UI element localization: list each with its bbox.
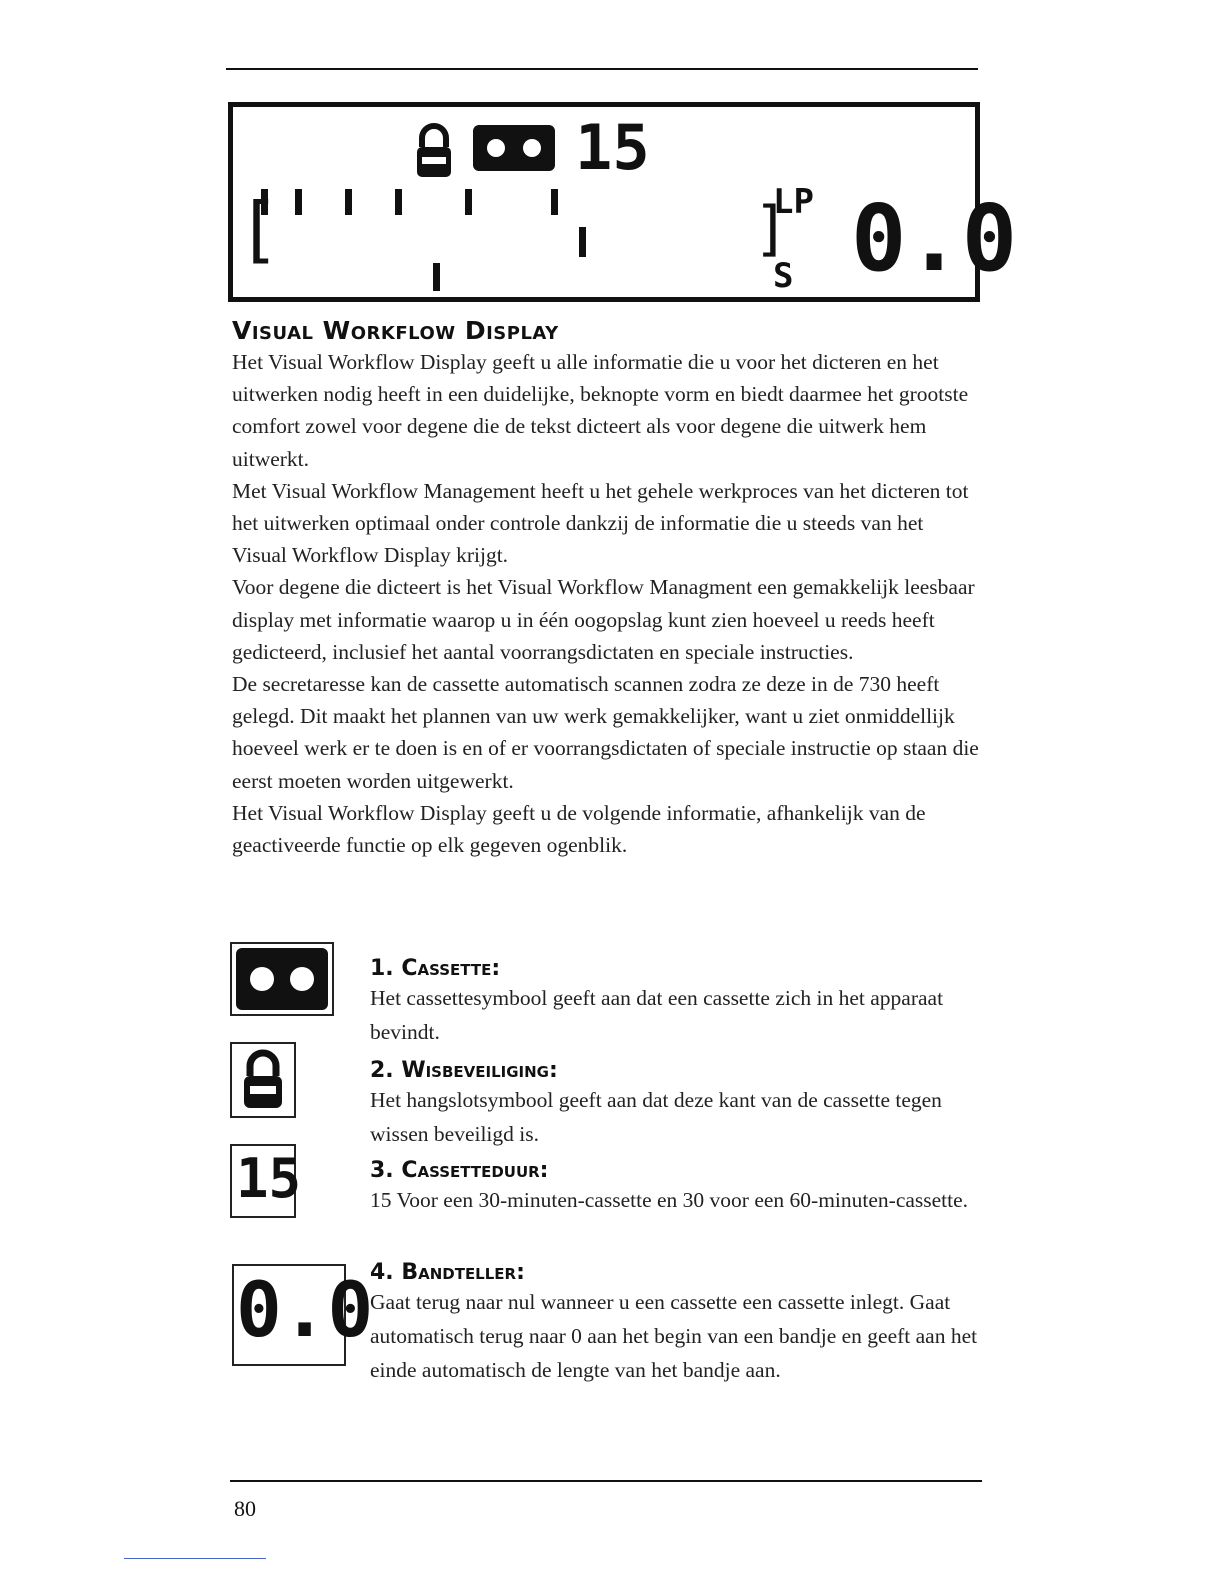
item-title: 3. Cassetteduur: [370,1158,549,1183]
item-wisbeveiliging [370,1058,982,1151]
lp-label: LP [773,182,814,222]
paragraph: Voor degene die dicteert is het Visual Workflow Managment een gemakkelijk leesbaar display met informatie waarop u in één oogopslag kunt zien hoeveel u reeds heeft gedicteerd, inclusief het aantal voorrangsdictaten en speciale instructies. [232,575,975,664]
item-bandteller [370,1260,982,1387]
cassette-icon [236,948,328,1010]
s-label: S [773,256,794,296]
tape-counter: 0.0 [236,1265,374,1354]
index-bar [295,189,302,215]
tape-length-digits: 15 [236,1147,302,1210]
page-number: 80 [234,1496,256,1521]
item-cassette [370,956,982,1049]
left-bracket: [ [237,187,281,271]
tape-length-digits: 15 [575,111,650,184]
section-title: Visual Workflow Display [232,316,559,345]
paragraph: Met Visual Workflow Management heeft u het gehele werkproces van het dicteren tot het uitwerken optimaal onder controle dankzij de informatie die u steeds van het Visual Workflow Display krijgt. [232,478,969,568]
item-title: 4. Bandteller: [370,1260,525,1285]
lcd-display-illustration [228,102,1018,302]
section-body [232,346,982,861]
right-bracket: ] [753,194,790,264]
paragraph: Het Visual Workflow Display geeft u alle informatie die u voor het dicteren en het uitwerken nodig heeft in een duidelijke, beknopte vorm en biedt daarmee het grootste comfort zowel voor degene die de tekst dicteert als voor degene die uitwerk hem uitwerkt. [232,350,969,471]
item-description: Gaat terug naar nul wanneer u een cassette een cassette inlegt. Gaat automatisch terug naar 0 aan het begin van een bandje en geeft aan het einde automatisch de lengte van het bandje aan. [370,1290,978,1382]
index-bar [345,189,352,215]
item-cassetteduur [370,1158,982,1217]
index-bar [465,189,472,215]
item-description: Het cassettesymbool geeft aan dat een cassette zich in het apparaat bevindt. [370,986,944,1044]
item-description: Het hangslotsymbool geeft aan dat deze kant van de cassette tegen wissen beveiligd is. [370,1088,942,1146]
item-title: 1. Cassette: [370,956,501,981]
lock-icon-box [230,1042,296,1118]
index-bar [433,263,440,291]
tape-length-icon-box [230,1144,302,1218]
cassette-icon-box [230,942,334,1016]
item-title: 2. Wisbeveiliging: [370,1058,558,1083]
index-bar [395,189,402,215]
footer-line [124,1558,266,1559]
cassette-icon [473,125,555,171]
lock-icon [413,121,455,181]
index-bar [579,227,586,257]
paragraph: Het Visual Workflow Display geeft u de volgende informatie, afhankelijk van de geactiveerde functie op elk gegeven ogenblik. [232,800,926,858]
tape-counter: 0.0 [851,185,1018,292]
counter-icon-box [232,1264,374,1366]
index-bar [551,189,558,215]
item-description: 15 Voor een 30-minuten-cassette en 30 voor een 60-minuten-cassette. [370,1188,969,1212]
bottom-rule [230,1480,982,1482]
paragraph: De secretaresse kan de cassette automatisch scannen zodra ze deze in de 730 heeft gelegd. Dit maakt het plannen van uw werk gemakkelijker, want u ziet onmiddellijk hoeveel werk er te doen is en of er voorrangsdictaten of speciale instructie op staan die eerst moeten worden uitgewerkt. [232,672,979,793]
lock-icon [240,1048,286,1112]
top-rule [226,68,978,70]
